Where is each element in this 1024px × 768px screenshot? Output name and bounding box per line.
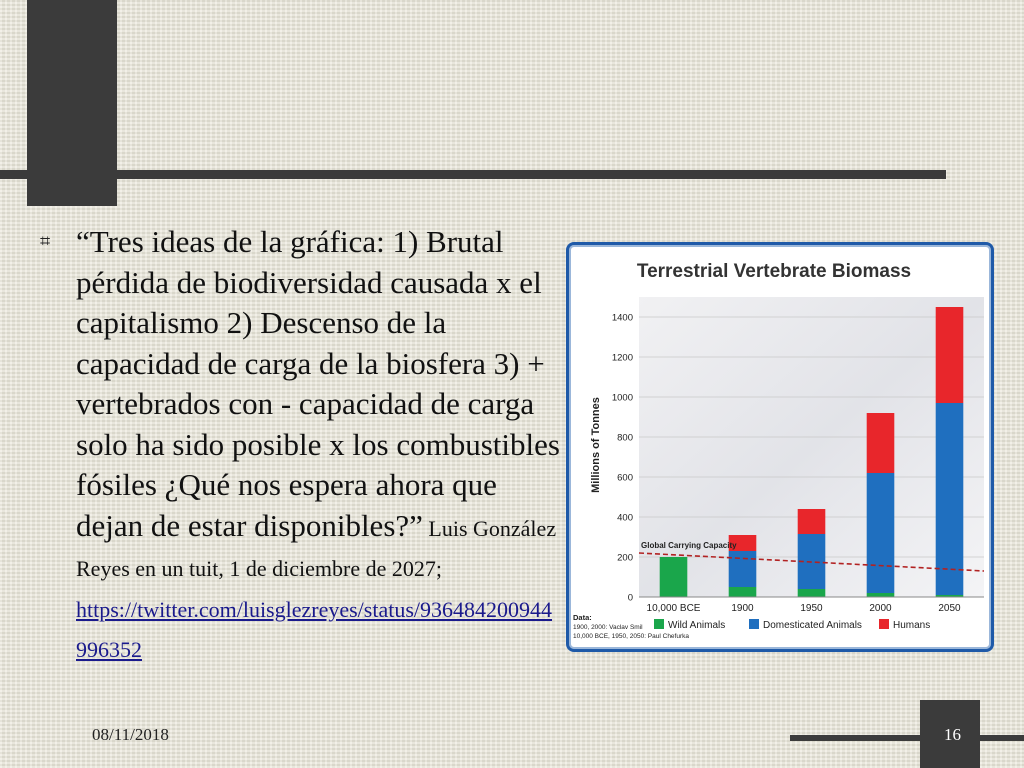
y-axis-label: Millions of Tonnes [590,397,602,493]
legend-label: Humans [893,620,931,631]
decor-footer-line [790,735,1024,741]
attribution-text: Luis González Reyes en un tuit, 1 de diciembre de 2027; [76,515,557,581]
y-tick-label: 200 [617,552,633,564]
y-tick-label: 0 [627,592,633,604]
bar-segment [867,473,895,593]
decor-horizontal-line [0,170,946,179]
bar-segment [729,587,757,597]
y-tick-label: 600 [617,472,633,484]
quote-text: “Tres ideas de la gráfica: 1) Brutal pérdida de biodiversidad causada x el capitalismo 2) Descenso de la capacidad de carga de la biosfera 3) + vertebrados con - capacidad de carga solo ha sido posible x los combustibles fósiles ¿Qué nos espera ahora que dejan de estar disponibles?” [76,224,560,543]
bar-segment [798,509,826,534]
y-tick-label: 1000 [611,392,633,404]
source-heading: Data: [573,613,592,622]
carrying-capacity-label: Global Carrying Capacity [641,541,737,550]
tweet-link[interactable]: https://twitter.com/luisglezreyes/status/936484200944996352 [76,596,553,662]
x-tick-label: 2050 [938,603,961,614]
biomass-chart [569,245,991,649]
footer-date: 08/11/2018 [92,725,169,744]
y-tick-label: 400 [617,512,633,524]
bar-segment [867,593,895,597]
source-line: 10,000 BCE, 1950, 2050: Paul Chefurka [573,633,689,640]
bar-segment [936,403,964,595]
bar-segment [936,307,964,403]
legend-swatch [749,619,759,629]
y-tick-label: 800 [617,432,633,444]
legend-swatch [654,619,664,629]
legend-label: Domesticated Animals [763,620,862,631]
bar-segment [798,589,826,597]
bar-segment [660,557,688,597]
bullet-icon: ⌗ [40,231,51,252]
legend-label: Wild Animals [668,620,726,631]
y-tick-label: 1400 [611,312,633,324]
x-tick-label: 1900 [731,603,754,614]
legend-swatch [879,619,889,629]
chart-frame [566,242,994,652]
x-tick-label: 1950 [800,603,823,614]
x-tick-label: 10,000 BCE [646,603,701,614]
page-number: 16 [944,725,961,744]
y-tick-label: 1200 [611,352,633,364]
bullet-paragraph [40,222,560,668]
bar-segment [867,413,895,473]
x-tick-label: 2000 [869,603,892,614]
chart-title: Terrestrial Vertebrate Biomass [636,261,912,282]
source-line: 1900, 2000: Vaclav Smil [573,624,643,631]
bar-segment [729,551,757,587]
